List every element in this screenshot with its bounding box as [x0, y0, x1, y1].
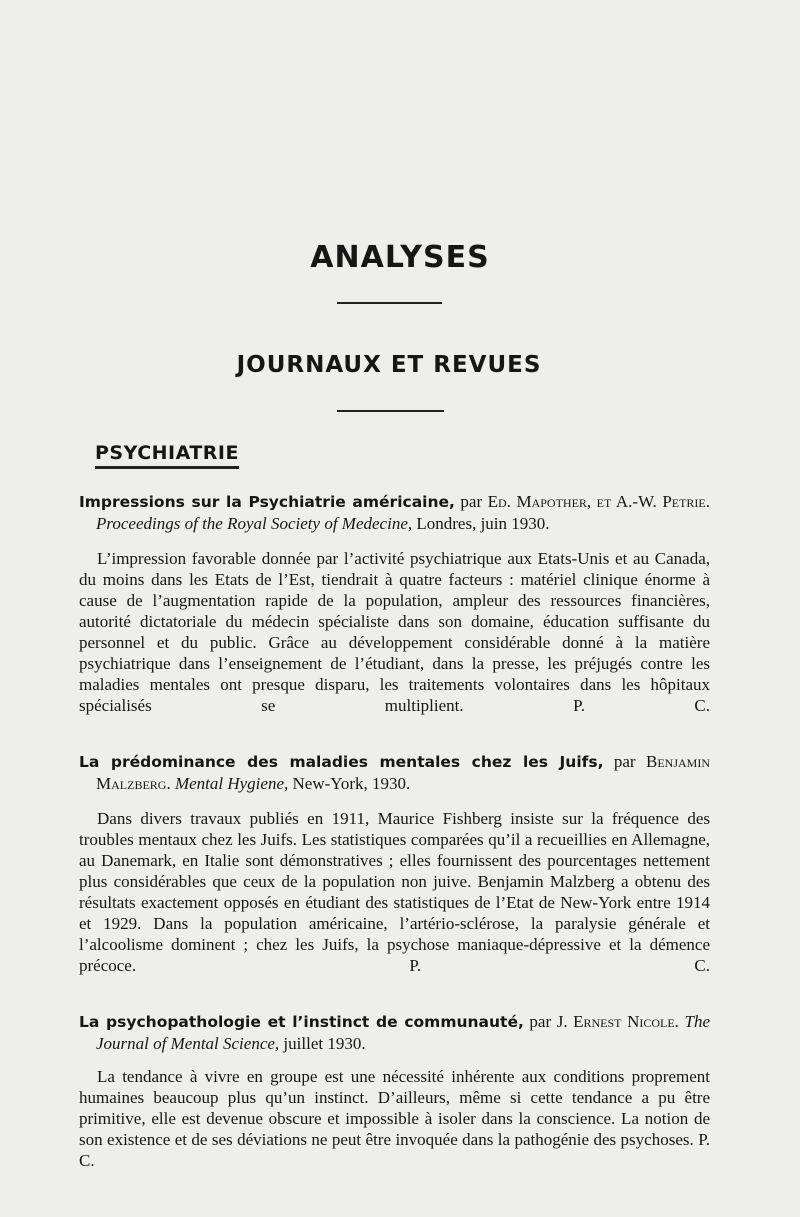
entry-by: par — [603, 752, 646, 771]
entry-journal: The Journal of Mental Science, — [96, 1012, 710, 1053]
entry-by: par — [454, 492, 488, 511]
entry-journal: Proceedings of the Royal Society of Medecine, — [96, 514, 413, 533]
entry-journal: Mental Hygiene, — [174, 774, 289, 793]
section-heading: PSYCHIATRIE — [95, 444, 239, 469]
entry-title: La prédominance des maladies mentales chez les Juifs, — [79, 753, 604, 771]
entry-title: La psychopathologie et l’instinct de communauté, — [79, 1013, 524, 1031]
entry-authors: J. Ernest Nicole. — [556, 1012, 679, 1031]
entry-abstract — [79, 548, 710, 716]
entry-authors: Ed. Mapother, et A.-W. Petrie. — [487, 492, 711, 511]
subtitle-divider — [337, 410, 444, 412]
entry-citation — [79, 1011, 710, 1054]
title-divider — [337, 302, 442, 304]
page-title: ANALYSES — [310, 240, 490, 275]
entry-abstract-text: Dans divers travaux publiés en 1911, Maurice Fishberg insiste sur la fréquence des troubles mentaux chez les Juifs. Les statistiques comparées qu’il a recueillies en Allemagne, au Danemark, en Italie sont démonstratives ; elles fournissent des pourcentages nettement plus considérables que ceux de la population non juive. Benjamin Malzberg a obtenu des résultats exactement opposés en étudiant des statistiques de l’Etat de New-York entre 1914 et 1929. Dans la population américaine, l’artério-sclérose, la paralysie générale et l’alcoolisme dominent ; chez les Juifs, la psychose maniaque-dépressive et la démence précoce. — [79, 809, 710, 975]
page-subtitle: JOURNAUX ET REVUES — [236, 352, 542, 378]
entry-citation — [79, 751, 710, 794]
entry-initials: P. C. — [409, 956, 710, 975]
entry-abstract — [79, 1066, 710, 1171]
entry-place-date: New-York, 1930. — [288, 774, 411, 793]
entry-abstract-text: La tendance à vivre en groupe est une nécessité inhérente aux conditions proprement humaines beaucoup plus qu’un instinct. D’ailleurs, même si cette tendance a pu être primitive, elle est devenue obscure et impossible à isoler dans la conscience. La notion de son existence et de ses déviations ne peut être invoquée dans la pathogénie des psychoses. — [79, 1067, 710, 1149]
entry-authors: Benjamin Malzberg. — [96, 752, 710, 793]
entry-citation — [79, 491, 710, 534]
analysis-entry — [79, 491, 710, 733]
entry-initials: P. C. — [573, 696, 710, 715]
entry-by: par — [523, 1012, 557, 1031]
entry-abstract — [79, 808, 710, 976]
analysis-entry — [79, 751, 710, 993]
entry-abstract-text: L’impression favorable donnée par l’activité psychiatrique aux Etats-Unis et au Canada, du moins dans les Etats de l’Est, tiendrait à quatre facteurs : matériel clinique énorme à cause de l’augmentation rapide de la population, ampleur des ressources financières, autorité dictatoriale du médecin spécialiste dans son domaine, éducation suffisante du personnel et du public. Grâce au développement considérable donné à la matière psychiatrique dans l’enseignement de l’étudiant, dans la presse, les préjugés contre les maladies mentales ont presque disparu, les traitements volontaires dans les hôpitaux spécialisés se multiplient. — [79, 549, 710, 715]
entry-title: Impressions sur la Psychiatrie américaine, — [79, 493, 455, 511]
analysis-entry — [79, 1011, 710, 1188]
entry-place-date: juillet 1930. — [279, 1034, 366, 1053]
entry-place-date: Londres, juin 1930. — [412, 514, 550, 533]
entry-initials: P. C. — [79, 1130, 711, 1170]
